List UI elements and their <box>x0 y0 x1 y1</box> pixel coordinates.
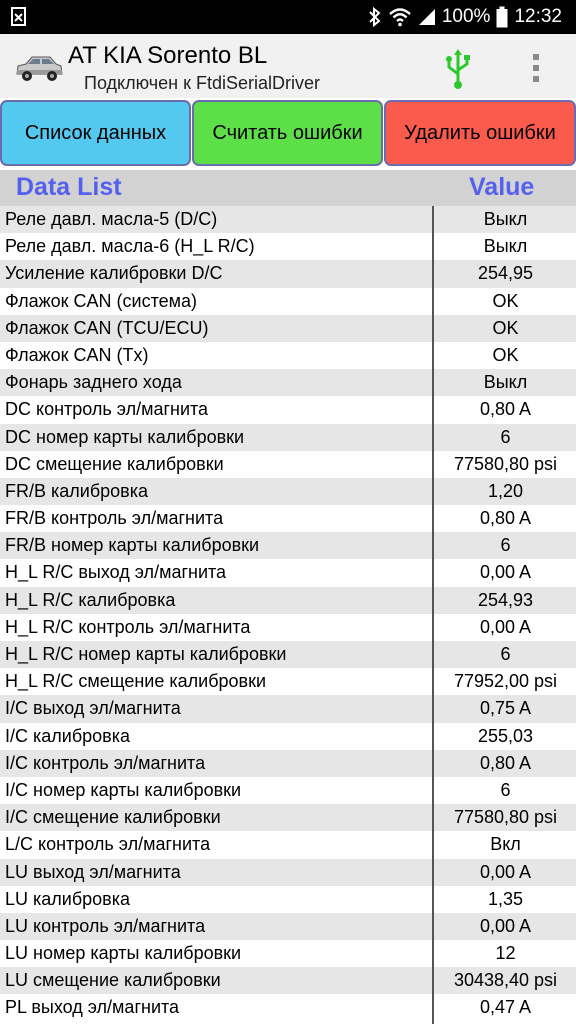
parameter-value: 6 <box>500 426 511 447</box>
parameter-name: I/C контроль эл/магнита <box>5 752 206 773</box>
screenshot-icon <box>10 7 28 27</box>
parameter-value: 1,35 <box>487 888 524 909</box>
parameter-value: 0,00 A <box>479 562 532 583</box>
table-row[interactable] <box>0 587 576 614</box>
parameter-value: 0,00 A <box>479 861 532 882</box>
parameter-value: 12 <box>495 943 516 964</box>
clock: 12:32 <box>514 6 562 27</box>
read-errors-button[interactable]: Считать ошибки <box>192 100 383 166</box>
table-row[interactable] <box>0 723 576 750</box>
parameter-value: 0,80 A <box>479 508 532 529</box>
parameter-value: 254,95 <box>477 263 534 284</box>
overflow-menu-icon[interactable] <box>526 52 546 86</box>
table-row[interactable] <box>0 369 576 396</box>
table-row[interactable] <box>0 206 576 233</box>
parameter-name: I/C выход эл/магнита <box>5 698 181 719</box>
parameter-name: L/C контроль эл/магнита <box>5 834 211 855</box>
action-buttons <box>0 100 576 168</box>
table-row[interactable] <box>0 505 576 532</box>
parameter-name: H_L R/C калибровка <box>5 589 176 610</box>
column-header-value: Value <box>469 173 535 201</box>
parameter-name: Реле давл. масла-6 (H_L R/C) <box>5 236 255 257</box>
parameter-name: Флажок CAN (Tx) <box>5 344 149 365</box>
parameter-name: H_L R/C выход эл/магнита <box>5 562 227 583</box>
table-header <box>0 170 576 206</box>
table-row[interactable] <box>0 940 576 967</box>
parameter-name: I/C номер карты калибровки <box>5 779 242 800</box>
table-row[interactable] <box>0 451 576 478</box>
table-row[interactable] <box>0 804 576 831</box>
parameter-value: 0,47 A <box>479 997 532 1018</box>
battery-percent: 100% <box>441 6 491 27</box>
parameter-value: 0,80 A <box>479 399 532 420</box>
parameter-name: H_L R/C контроль эл/магнита <box>5 616 251 637</box>
parameter-value: 6 <box>500 779 511 800</box>
parameter-value: 0,80 A <box>479 752 532 773</box>
parameter-value: OK <box>492 344 519 365</box>
signal-icon <box>418 7 436 27</box>
parameter-name: Флажок CAN (система) <box>5 290 198 311</box>
status-bar <box>0 0 576 34</box>
parameter-value: 77580,80 psi <box>453 453 558 474</box>
table-row[interactable] <box>0 315 576 342</box>
table-row[interactable] <box>0 886 576 913</box>
parameter-name: H_L R/C номер карты калибровки <box>5 644 287 664</box>
table-row[interactable] <box>0 396 576 423</box>
parameter-name: Реле давл. масла-5 (D/C) <box>5 209 218 229</box>
parameter-name: FR/B калибровка <box>5 480 149 501</box>
parameter-value: Выкл <box>483 372 528 393</box>
parameter-name: DC контроль эл/магнита <box>5 399 209 420</box>
table-row[interactable] <box>0 994 576 1021</box>
parameter-value: 255,03 <box>477 725 534 746</box>
parameter-value: 6 <box>500 644 511 664</box>
parameter-name: Усиление калибровки D/C <box>5 263 223 284</box>
table-row[interactable] <box>0 424 576 451</box>
table-row[interactable] <box>0 288 576 315</box>
parameter-name: PL выход эл/магнита <box>5 997 180 1018</box>
parameter-value: 30438,40 psi <box>453 970 558 991</box>
parameter-name: LU выход эл/магнита <box>5 861 181 882</box>
parameter-name: I/C калибровка <box>5 725 131 746</box>
table-row[interactable] <box>0 831 576 858</box>
parameter-value: OK <box>492 290 519 311</box>
clear-errors-button[interactable]: Удалить ошибки <box>384 100 576 166</box>
table-row[interactable] <box>0 641 576 668</box>
bluetooth-icon <box>368 6 382 28</box>
wifi-icon <box>388 7 412 27</box>
parameter-value: 77952,00 psi <box>453 671 558 692</box>
column-divider <box>432 206 434 1024</box>
parameter-name: LU смещение калибровки <box>5 970 221 991</box>
table-row[interactable] <box>0 695 576 722</box>
parameter-name: I/C смещение калибровки <box>5 807 221 828</box>
parameter-value: 1,20 <box>487 480 524 501</box>
table-row[interactable] <box>0 913 576 940</box>
data-list-button[interactable]: Список данных <box>0 100 191 166</box>
parameter-value: 0,00 A <box>479 616 532 637</box>
table-row[interactable] <box>0 478 576 505</box>
parameter-name: LU контроль эл/магнита <box>5 915 206 936</box>
table-row[interactable] <box>0 260 576 287</box>
table-row[interactable] <box>0 233 576 260</box>
table-row[interactable] <box>0 750 576 777</box>
parameter-value: 254,93 <box>477 589 534 610</box>
app-title: AT KIA Sorento BL <box>68 42 268 69</box>
parameter-value: OK <box>492 317 519 338</box>
connection-status: Подключен к FtdiSerialDriver <box>84 73 320 93</box>
parameter-value: 6 <box>500 535 511 556</box>
table-row[interactable] <box>0 668 576 695</box>
parameter-value: Выкл <box>483 236 528 257</box>
parameter-value: 0,00 A <box>479 915 532 936</box>
table-row[interactable] <box>0 559 576 586</box>
table-row[interactable] <box>0 777 576 804</box>
table-row[interactable] <box>0 967 576 994</box>
car-icon <box>14 52 64 84</box>
app-bar <box>0 34 576 98</box>
table-row[interactable] <box>0 532 576 559</box>
parameter-name: LU номер карты калибровки <box>5 943 242 964</box>
parameter-name: DC номер карты калибровки <box>5 426 245 447</box>
table-row[interactable] <box>0 859 576 886</box>
parameter-name: H_L R/C смещение калибровки <box>5 671 267 692</box>
parameter-value: Выкл <box>483 209 528 229</box>
parameter-value: 77580,80 psi <box>453 807 558 828</box>
parameter-name: Флажок CAN (TCU/ECU) <box>5 317 209 338</box>
table-row[interactable] <box>0 614 576 641</box>
parameter-name: LU калибровка <box>5 888 131 909</box>
table-row[interactable] <box>0 342 576 369</box>
data-table[interactable] <box>0 206 576 1022</box>
usb-icon[interactable] <box>444 48 472 90</box>
parameter-name: FR/B номер карты калибровки <box>5 535 260 556</box>
battery-icon <box>496 6 508 28</box>
parameter-value: 0,75 A <box>479 698 532 719</box>
parameter-value: Вкл <box>490 834 521 855</box>
column-header-name: Data List <box>16 173 122 201</box>
parameter-name: Фонарь заднего хода <box>5 372 182 393</box>
parameter-name: DC смещение калибровки <box>5 453 224 474</box>
parameter-name: FR/B контроль эл/магнита <box>5 508 224 529</box>
